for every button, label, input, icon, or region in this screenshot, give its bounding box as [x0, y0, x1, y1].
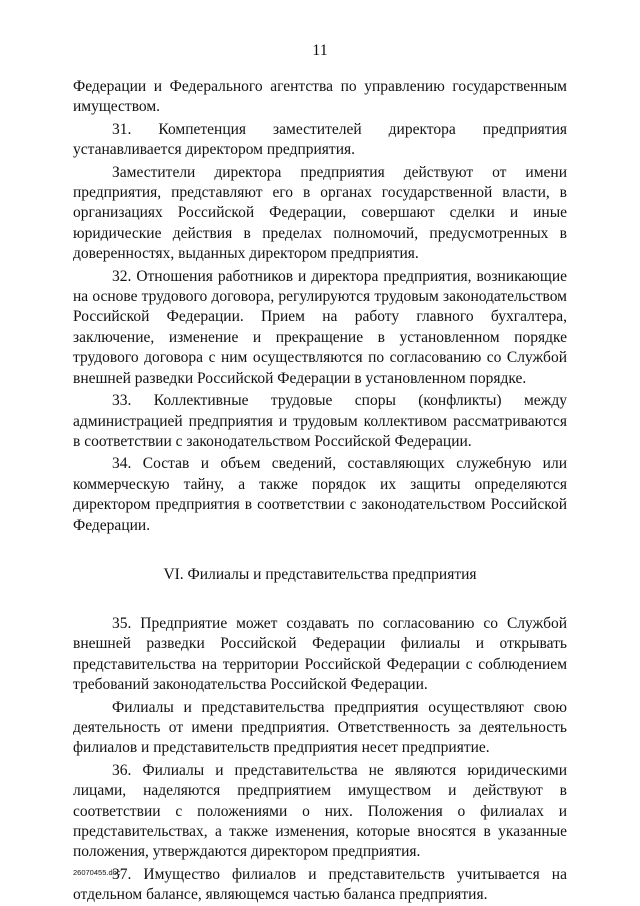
- paragraph-31: 31. Компетенция заместителей директора предприятия устанавливается директором предприятия.: [73, 120, 567, 159]
- paragraph-35: 35. Предприятие может создавать по согласованию со Службой внешней разведки Российской Федерации филиалы и открывать представительства на территории Российской Федерации с соблюдением требований законодательства Российской Федерации.: [73, 614, 567, 694]
- document-body: [73, 77, 567, 906]
- paragraph-35-branches: Филиалы и представительства предприятия осуществляют свою деятельность от имени предприятия. Ответственность за деятельность филиалов и представительств предприятия несет предприятие.: [73, 698, 567, 757]
- paragraph-37: 37. Имущество филиалов и представительств учитывается на отдельном балансе, являющемся частью баланса предприятия.: [73, 865, 567, 904]
- paragraph-continuation: Федерации и Федерального агентства по управлению государственным имуществом.: [73, 78, 567, 116]
- footer-filename: 26070455.doc: [73, 868, 121, 877]
- paragraph-34: 34. Состав и объем сведений, составляющих служебную или коммерческую тайну, а также порядок их защиты определяются директором предприятия в соответствии с законодательством Российской Федерации.: [73, 455, 567, 534]
- paragraph-36: 36. Филиалы и представительства не являются юридическими лицами, наделяются предприятием имуществом и действуют в соответствии с положениями о них. Положения о филиалах и представительствах, а также изменения, которые вносятся в указанные положения, утверждаются директором предприятия.: [73, 761, 567, 861]
- paragraph-31-deputies: Заместители директора предприятия действуют от имени предприятия, представляют его в органах государственной власти, в организациях Российской Федерации, совершают сделки и иные юридические действия в пределах полномочий, предусмотренных в доверенностях, выданных директором предприятия.: [73, 163, 567, 263]
- paragraph-32: 32. Отношения работников и директора предприятия, возникающие на основе трудового договора, регулируются трудовым законодательством Российской Федерации. Прием на работу главного бухгалтера, заключение, изменение и прекращение в установленном порядке трудового договора с ним осуществляются по согласованию со Службой внешней разведки Российской Федерации в установленном порядке.: [73, 267, 567, 387]
- page-number: 11: [312, 42, 328, 59]
- paragraph-33: 33. Коллективные трудовые споры (конфликты) между администрацией предприятия и трудовым коллективом рассматриваются в соответствии с законодательством Российской Федерации.: [73, 392, 567, 450]
- section-heading: VI. Филиалы и представительства предприятия: [163, 565, 477, 583]
